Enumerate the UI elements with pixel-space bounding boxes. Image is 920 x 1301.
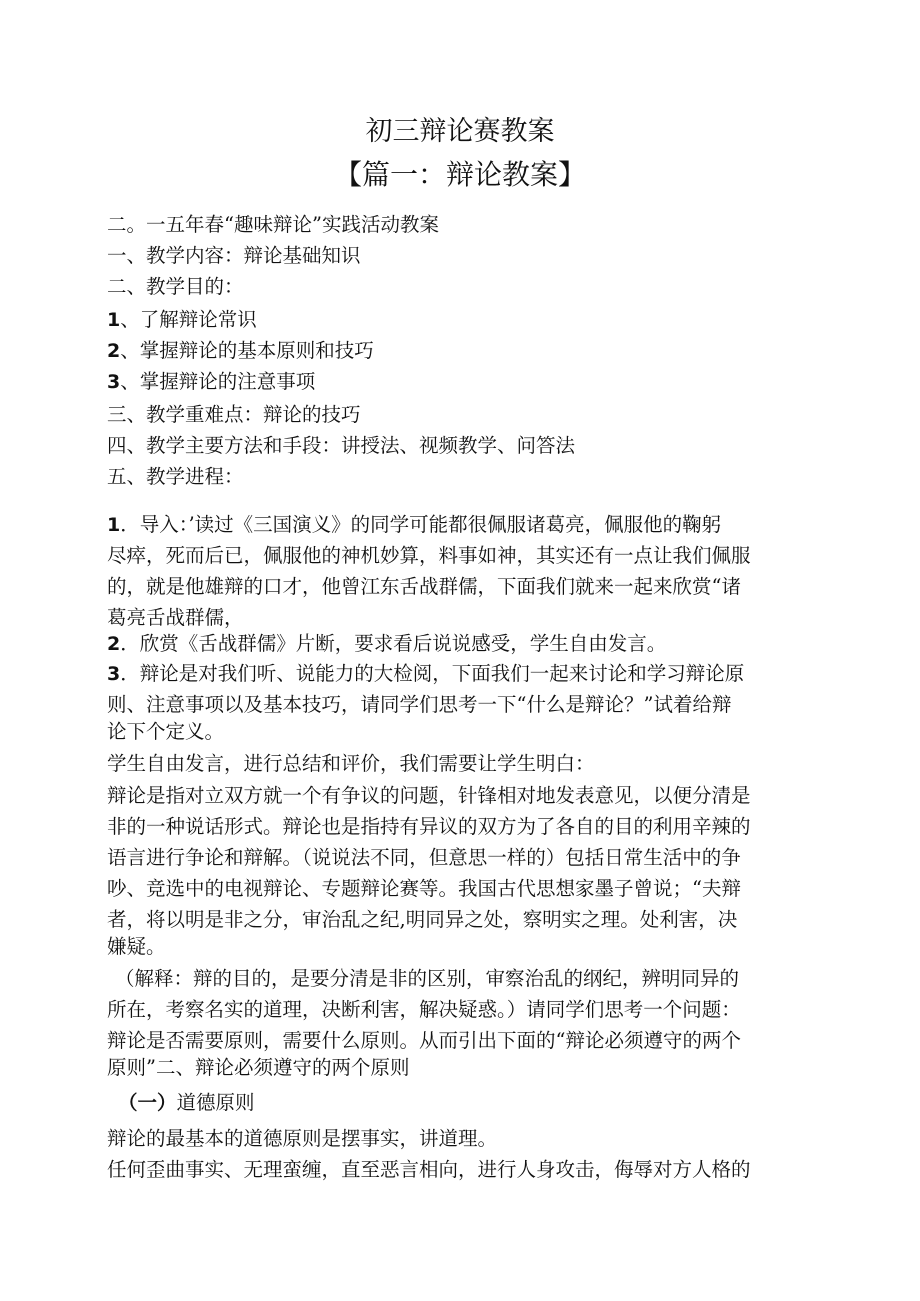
goal-text: 、掌握辩论的注意事项 (120, 370, 316, 393)
text-line: 原则”二、辩论必须遵守的两个原则 (107, 1056, 410, 1079)
goal-text: 、了解辩论常识 (120, 308, 257, 331)
document-title: 初三辩论赛教案 (365, 116, 555, 147)
goal-number: 2 (107, 340, 121, 362)
text-line: 二、教学目的： (107, 275, 244, 298)
text-line: 辩论的最基本的道德原则是摆事实，讲道理。 (107, 1127, 498, 1150)
goal-item (107, 337, 823, 365)
section-label: 道德原则 (176, 1091, 255, 1114)
step-number: 1 (107, 514, 121, 536)
goal-number: 3 (107, 371, 121, 393)
step-number: 3 (107, 663, 121, 685)
text-line: 吵、竞选中的电视辩论、专题辩论赛等。我国古代思想家墨子曾说；“夫辩 (107, 877, 741, 900)
text-line: 论下个定义。 (107, 720, 225, 743)
document-subtitle: 【篇一：辩论教案】 (333, 158, 586, 191)
step-text: ．导入：’读过《三国演义》的同学可能都很佩服诸葛亮，佩服他的鞠躬 (120, 513, 722, 536)
step-item (107, 660, 823, 688)
step-item (107, 511, 823, 539)
text-line: 二。一五年春“趣味辩论”实践活动教案 (107, 213, 439, 236)
text-line: 四、教学主要方法和手段：讲授法、视频教学、问答法 (107, 434, 576, 457)
text-line: 三、教学重难点：辩论的技巧 (107, 403, 361, 426)
text-line: 非的一种说话形式。辩论也是指持有异议的双方为了各自的目的利用辛辣的 (107, 815, 751, 838)
goal-number: 1 (107, 309, 121, 331)
text-line: 辩论是否需要原则，需要什么原则。从而引出下面的“辩论必须遵守的两个 (107, 1029, 741, 1052)
section-number: （一） (118, 1091, 177, 1114)
text-line: 者，将以明是非之分，审治乱之纪,明同异之处，察明实之理。处利害，决 (107, 908, 738, 931)
step-number: 2 (107, 633, 121, 655)
step-text: ．欣赏《舌战群儒》片断，要求看后说说感受，学生自由发言。 (120, 632, 667, 655)
section-heading (118, 1089, 255, 1117)
text-line: 尽瘁，死而后已，佩服他的神机妙算，料事如神，其实还有一点让我们佩服 (107, 544, 751, 567)
text-line: 一、教学内容：辩论基础知识 (107, 244, 361, 267)
goal-item (107, 306, 823, 334)
text-line: 所在，考察名实的道理，决断利害，解决疑惑。）请同学们思考一个问题： (107, 998, 741, 1021)
text-line: 葛亮舌战群儒， (107, 606, 244, 629)
text-line: 任何歪曲事实、无理蛮缠，直至恶言相向，进行人身攻击，侮辱对方人格的 (107, 1158, 751, 1181)
text-line: 学生自由发言，进行总结和评价，我们需要让学生明白： (107, 752, 595, 775)
text-line: 则、注意事项以及基本技巧，请同学们思考一下“什么是辩论？”试着给辩 (107, 693, 732, 716)
goal-item (107, 368, 823, 396)
text-line: 语言进行争论和辩解。（说说法不同，但意思一样的）包括日常生活中的争 (107, 846, 741, 869)
goal-text: 、掌握辩论的基本原则和技巧 (120, 339, 374, 362)
text-line: 辩论是指对立双方就一个有争议的问题，针锋相对地发表意见，以便分清是 (107, 784, 751, 807)
step-item (107, 630, 823, 658)
text-line: 五、教学进程： (107, 465, 244, 488)
text-line: 嫌疑。 (107, 935, 166, 958)
text-line: （解释：辩的目的，是要分清是非的区别，审察治乱的纲纪，辨明同异的 (115, 967, 740, 990)
text-line: 的，就是他雄辩的口才，他曾江东舌战群儒，下面我们就来一起来欣赏“诸 (107, 575, 741, 598)
step-text: ．辩论是对我们听、说能力的大检阅，下面我们一起来讨论和学习辩论原 (120, 662, 745, 685)
